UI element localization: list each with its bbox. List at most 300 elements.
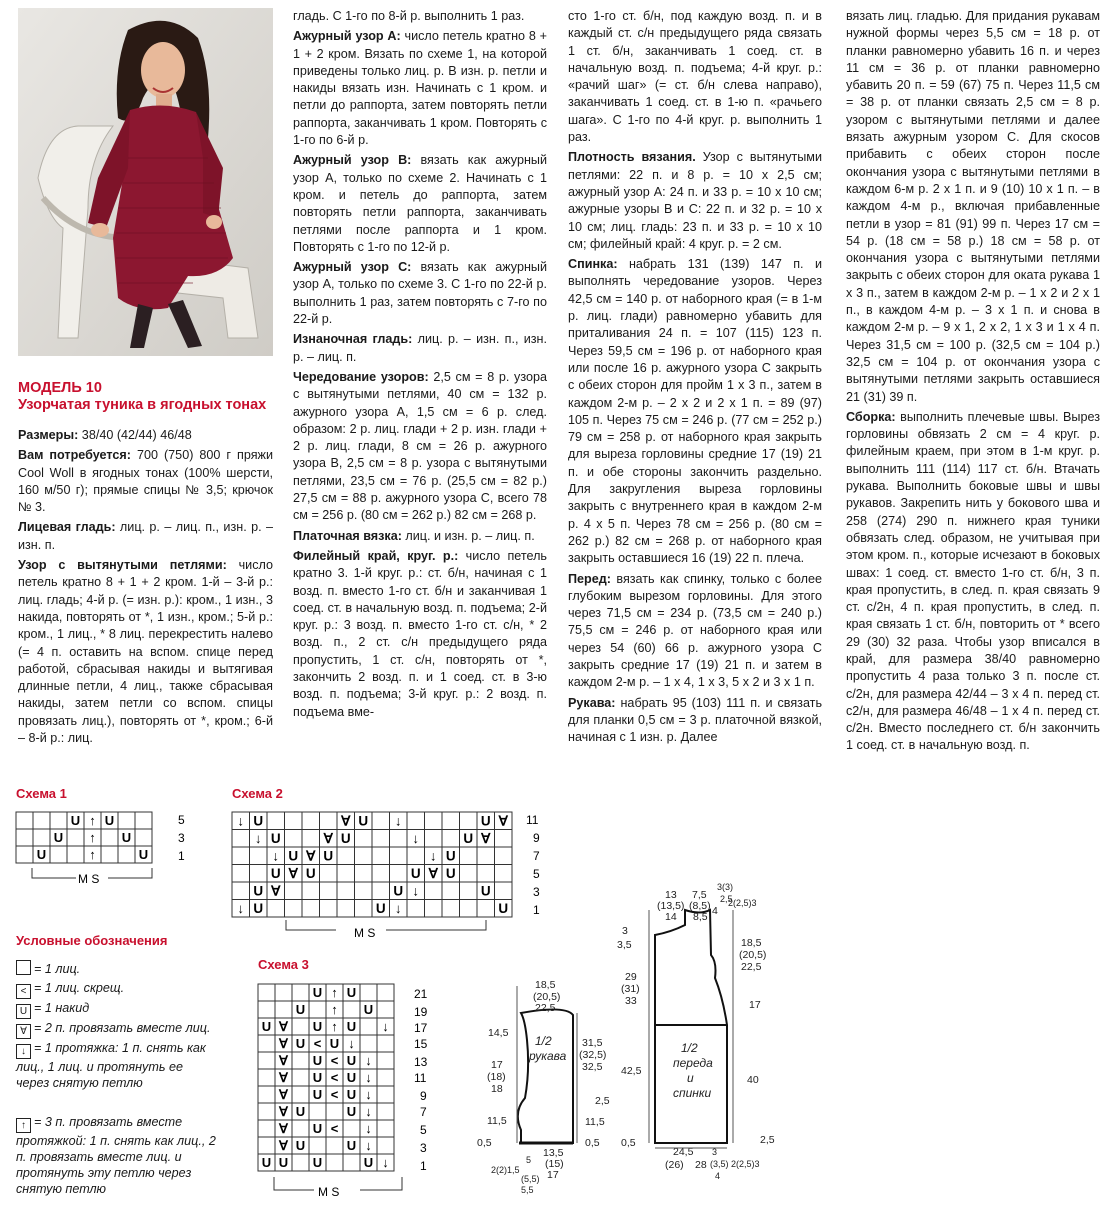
model-number: МОДЕЛЬ 10: [18, 380, 102, 396]
chart-symbol: U: [312, 1019, 323, 1034]
body-top-3: 14: [665, 911, 677, 923]
body-top2-2: (8,5): [689, 900, 711, 912]
chart-symbol: U: [312, 985, 323, 1000]
body-bottom2-2: (3,5): [710, 1159, 729, 1169]
sleeve-bottom-3: 17: [547, 1169, 559, 1181]
chart-symbol: U: [295, 1104, 306, 1119]
chart-symbol: U: [312, 1053, 323, 1068]
chart-cell: [33, 829, 50, 846]
sleeve-label-2: рукава: [529, 1049, 567, 1063]
chart-cell: [320, 900, 338, 918]
sleeve-top-1: 18,5: [535, 979, 556, 991]
chart-symbol: ∀: [428, 866, 438, 881]
elongated-label: Узор с вытянутыми петлями:: [18, 558, 227, 573]
scheme-1-title: Схема 1: [16, 786, 67, 801]
chart-cell: [372, 830, 390, 848]
body-label-2: переда: [673, 1056, 713, 1070]
chart-cell: [285, 812, 303, 830]
chart-cell: [292, 1086, 309, 1103]
chart-cell: [495, 830, 513, 848]
chart-cell: [267, 812, 285, 830]
body-right-a-1: 18,5: [741, 937, 762, 949]
body-bottom2-1: 3: [712, 1147, 718, 1157]
chart-symbol: U: [261, 1155, 272, 1170]
legend-yarn-over: U = 1 накид: [16, 1000, 226, 1019]
body-bottom3: 2(2,5)3: [731, 1159, 760, 1169]
chart-cell: [250, 847, 268, 865]
chart-symbol: U: [480, 883, 491, 899]
chart-symbol: ↑: [331, 985, 338, 1000]
chart-symbol: ∀: [279, 1138, 288, 1153]
materials-label: Вам потребуется:: [18, 448, 131, 463]
body-bottom-2: (26): [665, 1159, 684, 1171]
chart-symbol: <: [313, 1036, 322, 1051]
chart-symbol: ↓: [365, 1070, 372, 1085]
sleeve-right3: 11,5: [585, 1116, 605, 1128]
sleeve-bottom-1: 13,5: [543, 1147, 564, 1159]
legend-k2tog-symbol: ∀: [16, 1024, 31, 1039]
sleeve-right-3: 32,5: [582, 1061, 603, 1073]
chart-cell: [337, 865, 355, 883]
chart-cell: [258, 1137, 275, 1154]
chart-symbol: ↓: [365, 1138, 372, 1153]
chart-symbol: U: [270, 831, 281, 846]
chart-symbol: U: [278, 1155, 289, 1170]
chart-cell: [118, 846, 135, 863]
chart-symbol: U: [305, 866, 316, 881]
chart-cell: [377, 1035, 394, 1052]
chart-symbol: U: [121, 830, 132, 845]
chart-symbol: U: [393, 883, 404, 899]
chart-symbol: U: [329, 1036, 340, 1051]
chart-symbol: ∀: [279, 1121, 288, 1136]
chart-cell: [67, 846, 84, 863]
alternation-label: Чередование узоров:: [293, 369, 429, 384]
gauge-text: Узор с вытянутыми петлями: 22 п. и 8 р. = 10 х 2,5 см; ажурный узор А: 24 п. и 33 р. = 10 х 10 см; ажурные узоры В и С: 22 п. и 32 р. = 10 х 10 см; лиц. гладь: 23 п. и 33 р. = 10 х 10 см; филейный край: 4 круг. р. = 2 см.: [568, 150, 823, 251]
col2-intro: гладь. С 1-го по 8-й р. выполнить 1 раз.: [293, 9, 525, 23]
chart-cell: [326, 1103, 343, 1120]
body-left-c-2: (31): [621, 983, 640, 995]
body-top4-1: 3(3): [717, 882, 734, 892]
chart-symbol: U: [346, 1070, 357, 1085]
body-right-a-2: (20,5): [739, 949, 767, 961]
chart-symbol: U: [261, 1019, 272, 1034]
chart-cell: [16, 812, 33, 829]
chart-symbol: U: [346, 1087, 357, 1102]
chart-cell: [355, 830, 373, 848]
chart-cell: [258, 1035, 275, 1052]
chart-symbol: ∀: [481, 831, 491, 846]
chart-symbol: ∀: [279, 1070, 288, 1085]
chart-cell: [407, 847, 425, 865]
front-label: Перед:: [568, 571, 611, 586]
chart-cell: [360, 1018, 377, 1035]
scheme-1-row-numbers: [178, 813, 185, 863]
legend-cdd-symbol: ↑: [16, 1118, 31, 1133]
chart-cell: [258, 1120, 275, 1137]
chart-cell: [16, 846, 33, 863]
body-bottom-1: 24,5: [673, 1146, 694, 1158]
scheme-3-ms: M S: [318, 1185, 340, 1199]
body-label-4: спинки: [673, 1086, 712, 1100]
legend-twisted-symbol: <: [16, 984, 31, 999]
garter-label: Платочная вязка:: [293, 528, 402, 543]
chart-cell: [495, 847, 513, 865]
sleeve-bottom-left: 2(2)1,5: [491, 1165, 520, 1175]
s2-row-9: 9: [533, 831, 540, 845]
body-right-c: 40: [747, 1074, 759, 1086]
chart-symbol: U: [295, 1002, 306, 1017]
chart-symbol: U: [253, 901, 264, 916]
chart-symbol: U: [445, 848, 456, 864]
lace-c-label: Ажурный узор С:: [293, 260, 412, 275]
col4-intro: вязать лиц. гладью. Для придания рукавам нужной формы через 5,5 см = 18 р. от планки равномерно убавить 16 п. и через 11 см = 36 р. от планки равномерно убавить 20 п. = 59 (67) 75 п. Через 11,5 см = 38 р. от планки связать 2,5 см = 8 р. узором с вытянутыми петлями и далее вязать ажурным узором С. Для скосов прибавить с обеих сторон после окончания узора с вытянутыми петлями в каждом 6-м р. 2 х 1 п. и 9 (10) 10 х 1 п. – в каждом 4-м р., включая прибавленные петли в узор = 81 (91) 99 п. Через 17 см = 54 р. (18 см = 58 р.) 18 см = 58 р. от окончания узора с вытянутыми петлями закрыть с обеих сторон для оката рукава 1 х 3 п., затем в каждом 2-м р. – 1 х 2 и 2 х 1 п., в каждом 4-м р. – 3 х 1 п. и снова в каждом 2-м р. – 9 х 1, 2 х 2, 1 х 3 и 1 х 4 п. Через 31,5 см = 100 р. (32,5 см = 104 р.) 32,5 см = 104 р. от окончания узора с вытянутыми петлями закрыть оставшиеся 21 (31) 39 п.: [846, 9, 1100, 404]
reverse-label: Изнаночная гладь:: [293, 332, 413, 347]
materials-text: 700 (750) 800 г пряжи Cool Woll в ягодных тонах (100% шерсти, 160 м/50 г); прямые спицы № 3,5; крючок № 3.: [18, 448, 273, 515]
chart-cell: [258, 1001, 275, 1018]
chart-symbol: U: [312, 1155, 323, 1170]
chart-symbol: U: [70, 813, 81, 828]
chart-symbol: ∀: [271, 883, 281, 899]
chart-cell: [275, 984, 292, 1001]
column-4: [846, 8, 1100, 758]
chart-cell: [285, 900, 303, 918]
s2-row-3: 3: [533, 885, 540, 899]
chart-cell: [302, 900, 320, 918]
chart-cell: [118, 812, 135, 829]
chart-symbol: ∀: [279, 1104, 288, 1119]
s3-row-7: 7: [420, 1105, 427, 1119]
chart-symbol: U: [312, 1087, 323, 1102]
lace-c-text: вязать как ажурный узор А, только по схеме 3. С 1-го по 22-й р. выполнить 1 раз, затем повторять с 7-го по 22-й р.: [293, 260, 547, 327]
legend-title: Условные обозначения: [16, 933, 168, 948]
scheme-2-ms: M S: [354, 926, 376, 940]
chart-symbol: ∀: [279, 1053, 288, 1068]
chart-cell: [360, 1035, 377, 1052]
sizes-text: 38/40 (42/44) 46/48: [78, 428, 192, 442]
chart-cell: [355, 847, 373, 865]
chart-cell: [285, 830, 303, 848]
chart-cell: [101, 829, 118, 846]
chart-cell: [101, 846, 118, 863]
pattern-schematic: [455, 880, 1115, 1210]
body-left-c-1: 29: [625, 971, 637, 983]
sleeve-right4: 0,5: [585, 1137, 600, 1149]
chart-cell: [309, 1001, 326, 1018]
s2-row-11: 11: [526, 813, 539, 827]
chart-cell: [326, 1154, 343, 1171]
chart-symbol: U: [138, 847, 149, 862]
body-left-a: 3: [622, 925, 628, 937]
chart-cell: [460, 812, 478, 830]
sleeve-top-3: 22,5: [535, 1002, 556, 1014]
chart-cell: [135, 812, 152, 829]
chart-cell: [275, 1001, 292, 1018]
chart-symbol: U: [288, 848, 299, 864]
chart-cell: [390, 830, 408, 848]
chart-cell: [425, 882, 443, 900]
chart-symbol: U: [346, 1104, 357, 1119]
sleeve-bottom-small-2: (5,5): [521, 1174, 540, 1184]
chart-cell: [232, 847, 250, 865]
chart-cell: [33, 812, 50, 829]
chart-cell: [292, 984, 309, 1001]
chart-cell: [292, 1154, 309, 1171]
legend-cdd: ↑ = 3 п. провязать вместе протяжкой: 1 п. снять как лиц., 2 п. провязать вместе лиц. и протянуть эту петлю через снятую петлю: [16, 1115, 216, 1196]
body-top-2: (13,5): [657, 900, 685, 912]
body-left-e: 0,5: [621, 1137, 636, 1149]
legend-ssk: ↓ = 1 протяжка: 1 п. снять как лиц., 1 лиц. и протянуть ее через снятую петлю: [16, 1041, 206, 1090]
chart-symbol: ↓: [237, 813, 245, 829]
sleeve-left: 14,5: [488, 1027, 509, 1039]
chart-cell: [232, 865, 250, 883]
chart-cell: [377, 1103, 394, 1120]
chart-symbol: U: [346, 985, 357, 1000]
chart-symbol: <: [330, 1070, 339, 1085]
lace-b-text: вязать как ажурный узор А, только по схеме 2. Начинать с 1 кром. и петель до раппорта, затем повторять петли раппорта, заканчивать петлями после раппорта и 1 кром. Повторять с 1-го по 12-й р.: [293, 153, 547, 254]
sleeve-right-1: 31,5: [582, 1037, 603, 1049]
s2-row-5: 5: [533, 867, 540, 881]
chart-symbol: ∀: [498, 813, 508, 829]
sizes-label: Размеры:: [18, 428, 79, 442]
s3-row-1: 1: [420, 1159, 427, 1173]
chart-symbol: ↓: [365, 1121, 372, 1136]
sleeves-label: Рукава:: [568, 695, 616, 710]
chart-symbol: ∀: [306, 848, 316, 864]
chart-cell: [343, 1001, 360, 1018]
chart-cell: [372, 847, 390, 865]
chart-symbol: U: [323, 848, 334, 864]
chart-cell: [302, 812, 320, 830]
column-2: [293, 8, 547, 724]
chart-cell: [232, 830, 250, 848]
chart-symbol: U: [410, 866, 421, 881]
reverse-text: лиц. р. – изн. п., изн. р. – лиц. п.: [293, 332, 547, 364]
chart-cell: [425, 812, 443, 830]
chart-symbol: ↓: [394, 901, 402, 916]
assembly-label: Сборка:: [846, 409, 896, 424]
chart-symbol: U: [346, 1053, 357, 1068]
chart-cell: [377, 1001, 394, 1018]
chart-cell: [377, 984, 394, 1001]
chart-cell: [377, 1069, 394, 1086]
chart-symbol: U: [253, 883, 264, 899]
stockinette-text: лиц. р. – лиц. п., изн. р. – изн. п.: [18, 520, 274, 552]
chart-symbol: U: [36, 847, 47, 862]
chart-symbol: U: [295, 1036, 306, 1051]
chart-symbol: ↓: [394, 813, 402, 829]
alternation-text: 2,5 см = 8 р. узора с вытянутыми петлями, 40 см = 132 р. ажурного узора А, 1,5 см = 6 р. след. образом: 2 р. лиц. глади + 2 р. изн. глади + 2 р. лиц. глади, 8 см = 26 р. ажурного узора В, 2,5 см = 8 р. узора с вытянутыми петлями, 23,5 см = 76 р. (25,5 см = 82 р.) 27,5 см = 88 р. ажурного узора С, всего 78 см = 256 р. (80 см = 262 р.) 82 см = 268 р.: [293, 369, 548, 523]
sleeve-left2-1: 17: [491, 1059, 503, 1071]
chart-symbol: U: [253, 813, 264, 829]
legend-k2tog: ∀ = 2 п. провязать вместе лиц.: [16, 1020, 226, 1039]
chart-symbol: U: [480, 813, 491, 829]
sleeve-bottom-2: (15): [545, 1158, 564, 1170]
chart-symbol: U: [498, 901, 509, 916]
s3-row-19: 19: [414, 1005, 428, 1019]
front-text: вязать как спинку, только с более глубоким вырезом горловины. Для этого через 71,5 см = 234 р. (73,5 см = 240 р.) 75,5 см = 246 р. от наборного края или через 54 (60) 66 р. ажурного узора С закрыть средние 17 (19) 21 п. и затем в каждом 2-м р. – 1 х 4, 1 х 3, 5 х 2 и 3 х 1 п.: [568, 571, 822, 690]
s1-row-1: 1: [178, 849, 185, 863]
chart-cell: [250, 865, 268, 883]
chart-cell: [258, 984, 275, 1001]
chart-symbol: ↑: [331, 1019, 338, 1034]
legend-twisted: < = 1 лиц. скрещ.: [16, 980, 226, 999]
scheme-1-chart: [14, 808, 204, 888]
s3-row-21: 21: [414, 987, 428, 1001]
column-1: [18, 427, 273, 750]
chart-symbol: ↓: [365, 1053, 372, 1068]
chart-symbol: U: [312, 1070, 323, 1085]
chart-cell: [258, 1052, 275, 1069]
legend-yarn-over-symbol: U: [16, 1004, 31, 1019]
sleeve-bottom-small-3: 5,5: [521, 1185, 534, 1195]
chart-cell: [377, 1086, 394, 1103]
chart-cell: [355, 900, 373, 918]
chart-cell: [407, 812, 425, 830]
chart-cell: [343, 1120, 360, 1137]
body-right-a-3: 22,5: [741, 961, 762, 973]
chart-cell: [355, 882, 373, 900]
chart-symbol: ∀: [341, 813, 351, 829]
column-3: [568, 8, 822, 749]
chart-symbol: U: [270, 866, 281, 881]
chart-cell: [425, 830, 443, 848]
sleeve-left2-2: (18): [487, 1071, 506, 1083]
chart-symbol: U: [358, 813, 369, 829]
chart-symbol: ↓: [348, 1036, 355, 1051]
chart-cell: [16, 829, 33, 846]
chart-symbol: ↑: [89, 830, 96, 845]
body-top3: 4: [712, 905, 718, 917]
chart-cell: [50, 812, 67, 829]
chart-cell: [135, 829, 152, 846]
chart-cell: [292, 1052, 309, 1069]
chart-cell: [232, 882, 250, 900]
chart-symbol: U: [295, 1138, 306, 1153]
s2-row-7: 7: [533, 849, 540, 863]
back-text: набрать 131 (139) 147 п. и выполнять чередование узоров. Через 42,5 см = 140 р. от наборного края (= в 1-м р. лиц. глади) равномерно убавить для приталивания 24 п. = 107 (115) 123 п. Через 59,5 см = 196 р. от наборного края или после 16 р. ажурного узора С закрыть с обеих сторон для пройм 1 х 3 п., затем в каждом 2-м р. – 2 х 2 и 2 х 1 п. = 89 (97) 105 п. Через 75 см = 246 р. (77 см = 252 р.) 79 см = 258 р. от наборного края закрыть для выреза горловины средние 17 (19) 21 п. и обе стороны закончить раздельно. Для закругления выреза горловины закрыть с внутреннего края в каждом 2-м р. 4 х 5 п. Через 78 см = 256 р. (80 см = 262 р.) 82 см = 268 р. от наборного края закрыть оставшиеся 16 (19) 22 п. плеча.: [568, 257, 822, 566]
chart-cell: [309, 1103, 326, 1120]
lace-a-text: число петель кратно 8 + 1 + 2 кром. Вязать по схеме 1, на которой приведены только лиц. р. В изн. р. петли и накиды вязать изн. Начинать с 1 кром. и петли до раппорта, затем повторять петли раппорта, заканчивать 1 кром. Повторять с 1-го по 6-й р.: [293, 29, 547, 148]
scheme-2-title: Схема 2: [232, 786, 283, 801]
chart-cell: [337, 900, 355, 918]
chart-cell: [407, 900, 425, 918]
chart-symbol: ↑: [89, 813, 96, 828]
chart-cell: [477, 847, 495, 865]
chart-cell: [372, 812, 390, 830]
chart-cell: [258, 1103, 275, 1120]
body-label-1: 1/2: [681, 1041, 698, 1055]
s2-row-1: 1: [533, 903, 540, 917]
sleeve-left2-3: 18: [491, 1083, 503, 1095]
body-outline: [655, 910, 727, 1143]
chart-symbol: U: [375, 901, 386, 916]
chart-symbol: ↑: [89, 847, 96, 862]
scheme-3-chart: [256, 980, 446, 1205]
body-right-d: 2,5: [760, 1134, 775, 1146]
sleeve-top-2: (20,5): [533, 991, 561, 1003]
chart-cell: [320, 882, 338, 900]
chart-symbol: U: [346, 1019, 357, 1034]
chart-cell: [360, 984, 377, 1001]
chart-cell: [285, 882, 303, 900]
body-left-b: 3,5: [617, 939, 632, 951]
s3-row-15: 15: [414, 1037, 428, 1051]
s3-row-13: 13: [414, 1055, 428, 1069]
scheme-1-ms: M S: [78, 872, 100, 886]
chart-cell: [355, 865, 373, 883]
scheme-3-row-numbers: [414, 987, 428, 1173]
stockinette-label: Лицевая гладь:: [18, 520, 116, 535]
chart-cell: [425, 900, 443, 918]
chart-symbol: U: [104, 813, 115, 828]
chart-symbol: U: [445, 866, 456, 881]
chart-cell: [309, 1137, 326, 1154]
sleeve-label-1: 1/2: [535, 1034, 552, 1048]
s3-row-11: 11: [414, 1071, 427, 1085]
body-left-d: 42,5: [621, 1065, 642, 1077]
sleeve-right-2: (32,5): [579, 1049, 607, 1061]
chart-symbol: <: [330, 1087, 339, 1102]
chart-symbol: U: [363, 1002, 374, 1017]
elongated-text: число петель кратно 8 + 1 + 2 кром. 1-й – 3-й р.: лиц. гладь; 4-й р. (= изн. р.): кром., 1 изн., 3 накида, повторять от *, 1 изн., кром.; 5-й р.: кром., 1 лиц., * 8 лиц. перекрестить налево (= 4 п. оставить на вспом. спице перед работой, сбрасывая накиды и вытягивая длинные петли, 4 лиц., также сбрасывая накиды, затем петли со вспом. спицы провязать лиц.), повторять от *, кром.; 6-й – 8-й р.: лиц.: [18, 558, 273, 746]
body-right-b: 17: [749, 999, 761, 1011]
chart-cell: [292, 1018, 309, 1035]
chart-symbol: ∀: [279, 1019, 288, 1034]
back-label: Спинка:: [568, 257, 618, 272]
chart-cell: [320, 865, 338, 883]
chart-symbol: U: [340, 831, 351, 846]
body-top5: 2(2,5)3: [728, 898, 757, 908]
chart-cell: [372, 882, 390, 900]
chart-cell: [442, 830, 460, 848]
s3-row-3: 3: [420, 1141, 427, 1155]
body-top2-1: 7,5: [692, 889, 707, 901]
legend-knit: = 1 лиц.: [16, 960, 226, 977]
chart-symbol: ↓: [237, 901, 245, 916]
chart-symbol: U: [463, 831, 474, 846]
scheme-3-title: Схема 3: [258, 957, 309, 972]
chart-cell: [390, 847, 408, 865]
legend-knit-symbol: [16, 960, 31, 975]
sleeve-right2: 2,5: [595, 1095, 610, 1107]
chart-cell: [377, 1120, 394, 1137]
sleeves-text: набрать 95 (103) 111 п. и связать для планки 0,5 см = 3 р. платочной вязкой, начиная с 1 изн. р. Далее: [568, 695, 822, 745]
chart-cell: [377, 1052, 394, 1069]
chart-symbol: U: [312, 1121, 323, 1136]
chart-cell: [343, 1154, 360, 1171]
chart-symbol: <: [330, 1053, 339, 1068]
chart-symbol: ↓: [272, 848, 280, 864]
model-photo: [18, 8, 273, 356]
chart-cell: [460, 847, 478, 865]
s3-row-17: 17: [414, 1021, 428, 1035]
garter-text: лиц. и изн. р. – лиц. п.: [401, 528, 535, 543]
chart-symbol: ↓: [382, 1155, 389, 1170]
chart-cell: [302, 882, 320, 900]
chart-symbol: <: [330, 1121, 339, 1136]
chart-cell: [442, 812, 460, 830]
s1-row-5: 5: [178, 813, 185, 827]
chart-symbol: U: [53, 830, 64, 845]
chart-symbol: ↓: [412, 883, 420, 899]
chart-cell: [337, 882, 355, 900]
body-top4-2: 2,5: [720, 894, 733, 904]
chart-cell: [292, 1069, 309, 1086]
body-top2-3: 8,5: [693, 911, 708, 923]
s3-row-5: 5: [420, 1123, 427, 1137]
lace-a-label: Ажурный узор А:: [293, 29, 401, 44]
